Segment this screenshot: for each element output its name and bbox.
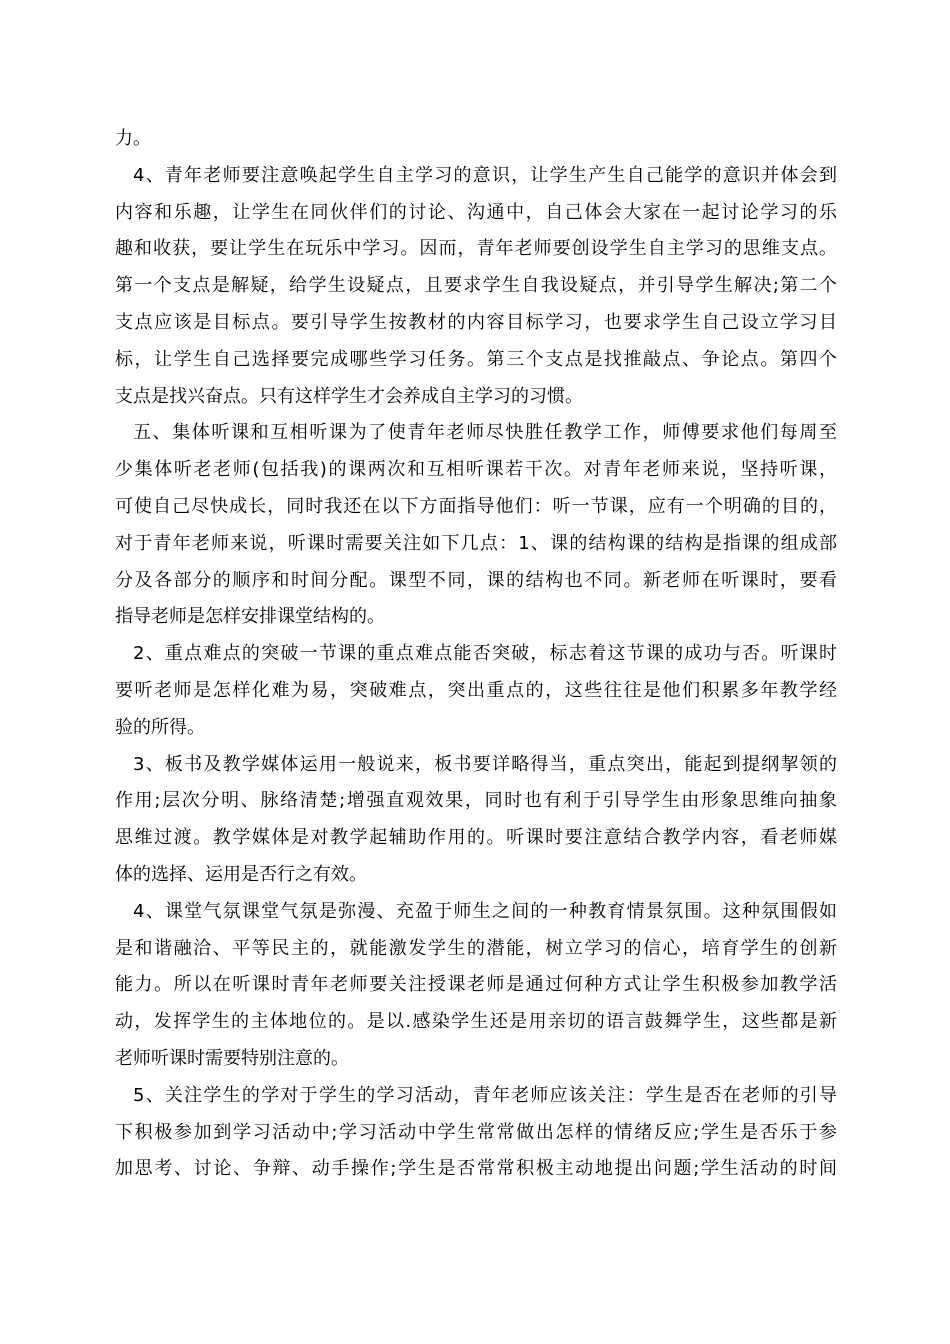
paragraph-first-line: 4、青年老师要注意唤起学生自主学习的意识，让学生产生自己能学的意识并体会到: [133, 164, 837, 186]
text-line: 分及各部分的顺序和时间分配。课型不同，课的结构也不同。新老师在听课时，要看: [115, 569, 837, 591]
text-line: 思维过渡。教学媒体是对教学起辅助作用的。听课时要注意结合教学内容，看老师媒: [115, 827, 837, 849]
text-line: 可使自己尽快成长，同时我还在以下方面指导他们：听一节课，应有一个明确的目的，: [115, 495, 837, 517]
text-line: 内容和乐趣，让学生在同伙伴们的讨论、沟通中，自己体会大家在一起讨论学习的乐: [115, 201, 837, 223]
text-line: 下积极参加到学习活动中;学习活动中学生常常做出怎样的情绪反应;学生是否乐于参: [115, 1121, 837, 1143]
text-line: 体的选择、运用是否行之有效。: [115, 863, 367, 885]
text-line: 支点是找兴奋点。只有这样学生才会养成自主学习的习惯。: [115, 385, 583, 407]
text-line: 力。: [115, 128, 151, 149]
paragraph-first-line: 5、关注学生的学对于学生的学习活动，青年老师应该关注：学生是否在老师的引导: [133, 1084, 837, 1106]
text-line: 趣和收获，要让学生在玩乐中学习。因而，青年老师要创设学生自主学习的思维支点。: [115, 238, 837, 260]
text-line: 标，让学生自己选择要完成哪些学习任务。第三个支点是找推敲点、争论点。第四个: [115, 348, 837, 370]
text-line: 要听老师是怎样化难为易，突破难点，突出重点的，这些往往是他们积累多年教学经: [115, 679, 837, 701]
text-line: 能力。所以在听课时青年老师要关注授课老师是通过何种方式让学生积极参加教学活: [115, 974, 837, 996]
text-line: 老师听课时需要特别注意的。: [115, 1047, 349, 1069]
text-line: 是和谐融洽、平等民主的，就能激发学生的潜能，树立学习的信心，培育学生的创新: [115, 937, 837, 959]
text-line: 对于青年老师来说，听课时需要关注如下几点：1、课的结构课的结构是指课的组成部: [115, 532, 837, 554]
text-line: 少集体听老老师(包括我)的课两次和互相听课若干次。对青年老师来说，坚持听课，: [115, 459, 837, 481]
text-line: 第一个支点是解疑，给学生设疑点，且要求学生自我设疑点，并引导学生解决;第二个: [115, 275, 837, 297]
paragraph-first-line: 五、集体听课和互相听课为了使青年老师尽快胜任教学工作，师傅要求他们每周至: [133, 422, 837, 444]
paragraph-first-line: 3、板书及教学媒体运用一般说来，板书要详略得当，重点突出，能起到提纲挈领的: [133, 753, 837, 775]
text-line: 指导老师是怎样安排课堂结构的。: [115, 606, 385, 628]
paragraph-first-line: 2、重点难点的突破一节课的重点难点能否突破，标志着这节课的成功与否。听课时: [133, 643, 837, 665]
text-line: 作用;层次分明、脉络清楚;增强直观效果，同时也有利于引导学生由形象思维向抽象: [115, 790, 837, 812]
body-text: [115, 121, 837, 1188]
text-line: 支点应该是目标点。要引导学生按教材的内容目标学习，也要求学生自己设立学习目: [115, 311, 837, 333]
text-line: 验的所得。: [115, 716, 205, 738]
text-line: 动，发挥学生的主体地位的。是以.感染学生还是用亲切的语言鼓舞学生，这些都是新: [115, 1011, 837, 1033]
text-line: 加思考、讨论、争辩、动手操作;学生是否常常积极主动地提出问题;学生活动的时间: [115, 1158, 837, 1180]
paragraph-first-line: 4、课堂气氛课堂气氛是弥漫、充盈于师生之间的一种教育情景氛围。这种氛围假如: [133, 900, 837, 922]
